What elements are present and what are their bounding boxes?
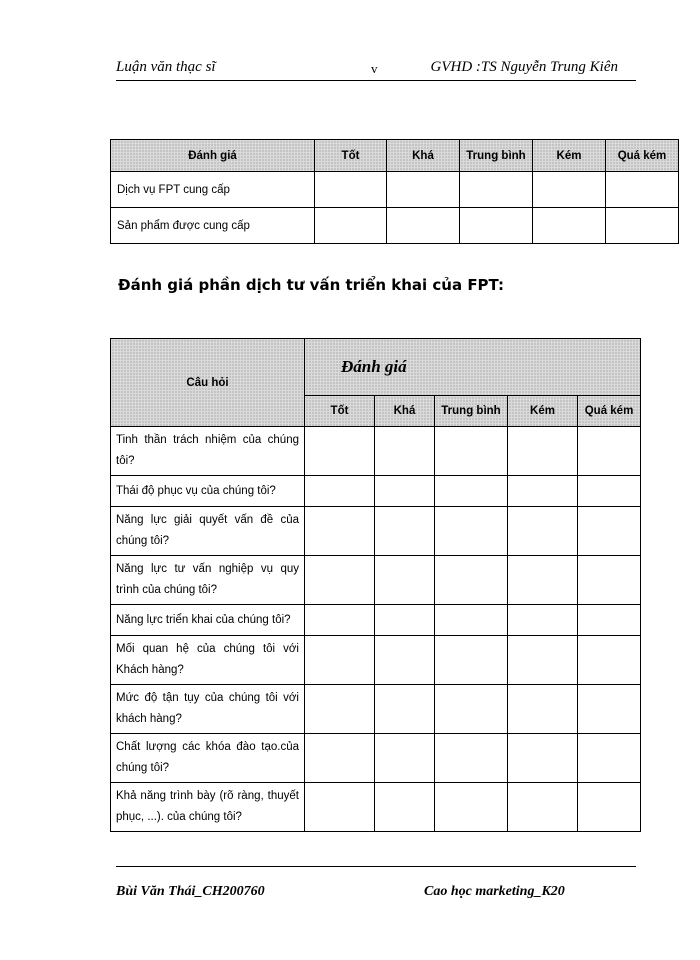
question-cell: Thái độ phục vụ của chúng tôi? [111,476,305,507]
footer-program: Cao học marketing_K20 [424,884,565,899]
rating-cell[interactable] [508,783,578,832]
column-header: Trung bình [435,396,508,427]
question-cell: Năng lực triển khai của chúng tôi? [111,605,305,636]
column-header: Kém [508,396,578,427]
rating-cell[interactable] [435,556,508,605]
rating-cell[interactable] [508,734,578,783]
question-cell: Chất lượng các khóa đào tạo.của chúng tôi? [111,734,305,783]
rating-cell[interactable] [435,605,508,636]
rating-cell[interactable] [578,783,641,832]
rating-cell[interactable] [578,427,641,476]
column-header: Tốt [305,396,375,427]
column-header: Kém [533,140,606,172]
question-cell: Tinh thần trách nhiệm của chúng tôi? [111,427,305,476]
rating-cell[interactable] [533,208,606,244]
rating-cell[interactable] [305,734,375,783]
rating-cell[interactable] [435,783,508,832]
service-rating-table [110,139,679,244]
rating-cell[interactable] [508,685,578,734]
rating-cell[interactable] [508,556,578,605]
rating-cell[interactable] [375,556,435,605]
rating-cell[interactable] [578,636,641,685]
rating-cell[interactable] [305,783,375,832]
question-cell: Năng lực giải quyết vấn đề của chúng tôi? [111,507,305,556]
table-row [111,172,679,208]
question-cell: Khả năng trình bày (rõ ràng, thuyết phục, ...). của chúng tôi? [111,783,305,832]
rating-cell[interactable] [508,507,578,556]
rating-cell[interactable] [305,636,375,685]
rating-cell[interactable] [606,208,679,244]
rating-cell[interactable] [375,734,435,783]
rating-cell[interactable] [375,605,435,636]
rating-cell[interactable] [578,476,641,507]
rating-cell[interactable] [578,734,641,783]
table-row [111,507,641,556]
rating-cell[interactable] [606,172,679,208]
rating-cell[interactable] [375,636,435,685]
rating-cell[interactable] [460,208,533,244]
footer-divider [116,866,636,867]
table-row [111,427,641,476]
rating-cell[interactable] [435,685,508,734]
row-label: Sản phẩm được cung cấp [111,208,315,244]
rating-group-header: Đánh giá [305,339,641,396]
rating-cell[interactable] [375,783,435,832]
rating-cell[interactable] [435,636,508,685]
rating-cell[interactable] [435,507,508,556]
table-row [111,636,641,685]
rating-cell[interactable] [305,427,375,476]
column-header: Quá kém [578,396,641,427]
rating-cell[interactable] [435,476,508,507]
table-row [111,208,679,244]
column-header: Trung bình [460,140,533,172]
rating-cell[interactable] [508,476,578,507]
rating-cell[interactable] [508,636,578,685]
table-header-row [111,140,679,172]
rating-cell[interactable] [387,208,460,244]
row-label: Dịch vụ FPT cung cấp [111,172,315,208]
rating-cell[interactable] [305,685,375,734]
rating-cell[interactable] [315,208,387,244]
rating-cell[interactable] [387,172,460,208]
column-header: Tốt [315,140,387,172]
rating-cell[interactable] [305,476,375,507]
table-header-row [111,339,641,396]
rating-cell[interactable] [533,172,606,208]
page-header [116,58,636,81]
table-row [111,605,641,636]
column-header: Khá [375,396,435,427]
column-header: Quá kém [606,140,679,172]
consulting-rating-table [110,338,641,832]
rating-cell[interactable] [435,734,508,783]
table-row [111,734,641,783]
rating-cell[interactable] [375,507,435,556]
question-cell: Mức độ tận tụy của chúng tôi với khách hàng? [111,685,305,734]
question-cell: Mối quan hệ của chúng tôi với Khách hàng? [111,636,305,685]
question-column-header: Câu hỏi [111,339,305,427]
column-header: Khá [387,140,460,172]
rating-cell[interactable] [305,507,375,556]
rating-cell[interactable] [375,476,435,507]
table-row [111,783,641,832]
table-row [111,556,641,605]
table-row [111,476,641,507]
rating-cell[interactable] [578,556,641,605]
question-cell: Năng lực tư vấn nghiệp vụ quy trình của chúng tôi? [111,556,305,605]
rating-cell[interactable] [305,556,375,605]
rating-cell[interactable] [460,172,533,208]
header-thesis-label: Luận văn thạc sĩ [116,59,216,75]
rating-cell[interactable] [508,605,578,636]
table-row [111,685,641,734]
rating-cell[interactable] [375,427,435,476]
footer-author: Bùi Văn Thái_CH200760 [116,884,265,899]
rating-cell[interactable] [578,605,641,636]
header-advisor: GVHD :TS Nguyễn Trung Kiên [430,59,618,75]
rating-cell[interactable] [578,685,641,734]
column-header: Đánh giá [111,140,315,172]
rating-cell[interactable] [305,605,375,636]
header-page-number: v [371,61,378,76]
rating-cell[interactable] [508,427,578,476]
rating-cell[interactable] [578,507,641,556]
rating-cell[interactable] [435,427,508,476]
rating-cell[interactable] [375,685,435,734]
rating-cell[interactable] [315,172,387,208]
section-heading: Đánh giá phần dịch tư vấn triển khai của FPT: [118,276,504,294]
